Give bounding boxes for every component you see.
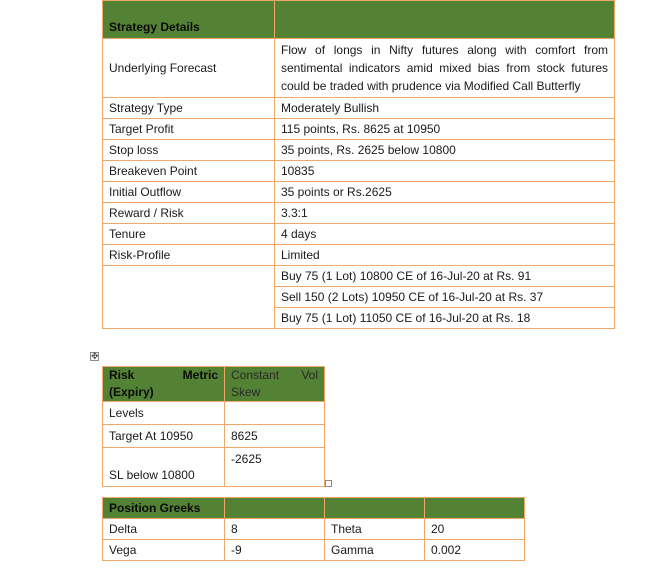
table-row xyxy=(103,425,325,448)
forecast-row xyxy=(103,39,615,98)
table-row xyxy=(103,161,615,182)
row-value: 115 points, Rs. 8625 at 10950 xyxy=(275,119,615,140)
strategy-details-table xyxy=(102,0,615,329)
table-row xyxy=(103,402,325,425)
table-row xyxy=(103,140,615,161)
risk-word: Risk xyxy=(109,368,135,382)
greek-value: 8 xyxy=(225,519,325,540)
risk-header-row xyxy=(103,367,325,402)
target-value: 8625 xyxy=(225,425,325,448)
greek-value: 20 xyxy=(425,519,525,540)
row-value: Limited xyxy=(275,245,615,266)
sl-label: SL below 10800 xyxy=(103,448,225,487)
expiry-word: (Expiry) xyxy=(109,385,154,399)
strategy-header-blank xyxy=(275,1,615,39)
greek-name: Delta xyxy=(103,519,225,540)
strategy-header-row xyxy=(103,1,615,39)
table-row xyxy=(103,98,615,119)
table-resize-handle[interactable] xyxy=(325,480,332,487)
table-row xyxy=(103,540,525,561)
table-row xyxy=(103,119,615,140)
leg-sell-middle: Sell 150 (2 Lots) 10950 CE of 16-Jul-20 at Rs. 37 xyxy=(275,287,615,308)
constant-word: Constant xyxy=(231,368,280,382)
levels-label: Levels xyxy=(103,402,225,425)
row-value: 10835 xyxy=(275,161,615,182)
greeks-header-blank xyxy=(225,498,325,519)
legs-label-blank xyxy=(103,266,275,329)
table-row xyxy=(103,203,615,224)
greeks-header-blank xyxy=(425,498,525,519)
row-value: 4 days xyxy=(275,224,615,245)
table-row xyxy=(103,224,615,245)
sl-value: -2625 xyxy=(225,448,325,487)
row-label: Strategy Type xyxy=(103,98,275,119)
greeks-header-row xyxy=(103,498,525,519)
row-label: Risk-Profile xyxy=(103,245,275,266)
levels-value xyxy=(225,402,325,425)
greek-value: -9 xyxy=(225,540,325,561)
table-row xyxy=(103,245,615,266)
row-value: 35 points or Rs.2625 xyxy=(275,182,615,203)
table-row xyxy=(103,519,525,540)
greek-name: Theta xyxy=(325,519,425,540)
greeks-header-blank xyxy=(325,498,425,519)
target-label: Target At 10950 xyxy=(103,425,225,448)
position-greeks-table xyxy=(102,497,525,561)
greek-name: Gamma xyxy=(325,540,425,561)
leg-buy-lower: Buy 75 (1 Lot) 10800 CE of 16-Jul-20 at Rs. 91 xyxy=(275,266,615,287)
greek-value: 0.002 xyxy=(425,540,525,561)
strategy-details-heading: Strategy Details xyxy=(103,1,275,39)
row-value: Moderately Bullish xyxy=(275,98,615,119)
risk-metric-header xyxy=(103,367,225,402)
leg-row xyxy=(103,266,615,287)
metric-word: Metric xyxy=(182,368,218,382)
table-move-handle-icon[interactable]: ✥ xyxy=(91,351,99,361)
table-row xyxy=(103,448,325,487)
row-label: Breakeven Point xyxy=(103,161,275,182)
vol-word: Vol xyxy=(301,368,318,382)
row-value: 35 points, Rs. 2625 below 10800 xyxy=(275,140,615,161)
skew-word: Skew xyxy=(231,385,261,399)
leg-buy-upper: Buy 75 (1 Lot) 11050 CE of 16-Jul-20 at Rs. 18 xyxy=(275,308,615,329)
row-label: Stop loss xyxy=(103,140,275,161)
greek-name: Vega xyxy=(103,540,225,561)
forecast-value: Flow of longs in Nifty futures along with comfort from sentimental indicators amid mixed bias from stock futures could be traded with prudence via Modified Call Butterfly xyxy=(275,39,615,98)
row-label: Reward / Risk xyxy=(103,203,275,224)
constant-vol-header xyxy=(225,367,325,402)
row-label: Initial Outflow xyxy=(103,182,275,203)
position-greeks-heading: Position Greeks xyxy=(103,498,225,519)
risk-metric-table xyxy=(102,366,325,487)
table-row xyxy=(103,182,615,203)
row-label: Target Profit xyxy=(103,119,275,140)
row-label: Tenure xyxy=(103,224,275,245)
row-value: 3.3:1 xyxy=(275,203,615,224)
forecast-label: Underlying Forecast xyxy=(103,39,275,98)
